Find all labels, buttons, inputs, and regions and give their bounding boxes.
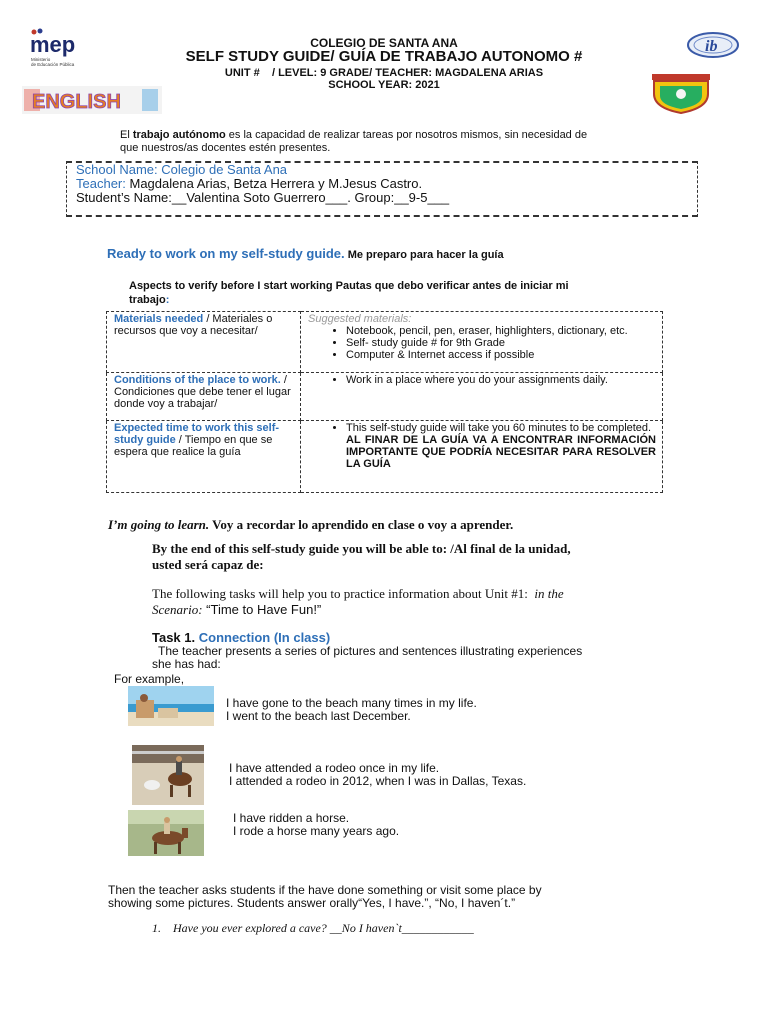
intro-paragraph: El trabajo autónomo es la capacidad de realizar tareas por nosotros mismos, sin necesidad de que nuestros/as docentes estén presentes.	[120, 129, 588, 154]
ready-heading: Ready to work on my self-study guide. Me preparo para hacer la guía	[107, 246, 504, 261]
svg-text:de Educación Pública: de Educación Pública	[31, 62, 75, 67]
example-beach-text: I have gone to the beach many times in my life. I went to the beach last December.	[226, 696, 477, 723]
teacher-line: Teacher: Magdalena Arias, Betza Herrera y M.Jesus Castro.	[76, 176, 423, 191]
list-item: • Work in a place where you do your assignments daily.	[346, 374, 656, 386]
aspects-text: Aspects to verify before I start working Pautas que debo verificar antes de iniciar mi trabajo:	[129, 280, 569, 306]
page-title: SELF STUDY GUIDE/ GUÍA DE TRABAJO AUTONOMO #	[185, 48, 583, 65]
horse-photo	[128, 810, 204, 856]
example-horse-text: I have ridden a horse. I rode a horse many years ago.	[233, 811, 400, 838]
school-name-line: School Name: Colegio de Santa Ana	[76, 162, 288, 177]
school-name-heading: COLEGIO DE SANTA ANA	[310, 36, 458, 50]
list-item: • Notebook, pencil, pen, eraser, highlighters, dictionary, etc.	[346, 325, 656, 337]
svg-text:ENGLISH: ENGLISH	[32, 91, 121, 113]
learn-heading: I’m going to learn. Voy a recordar lo aprendido en clase o voy a aprender.	[108, 517, 514, 532]
materials-table	[106, 311, 663, 493]
rodeo-photo	[132, 745, 204, 805]
school-year: SCHOOL YEAR: 2021	[328, 79, 440, 91]
for-example-label: For example,	[114, 672, 185, 686]
beach-photo	[128, 686, 214, 726]
svg-text:mep: mep	[30, 32, 76, 57]
list-item: • This self-study guide will take you 60 minutes to be completed. AL FINAR DE LA GUÍA VA A ENCONTRAR INFORMACIÓN IMPORTANTE QUE PODRÍA NECESITAR PARA RESOLVER LA GUÍA	[346, 422, 656, 470]
svg-text:Ministerio: Ministerio	[31, 57, 51, 62]
list-item: • Self- study guide # for 9th Grade	[346, 337, 656, 349]
table-row	[107, 421, 663, 493]
task1-description: The teacher presents a series of pictures and sentences illustrating experiences she has had:	[152, 644, 583, 671]
table-row	[107, 373, 663, 421]
conditions-content-cell	[301, 373, 663, 421]
unit-level-line: UNIT # / LEVEL: 9 GRADE/ TEACHER: MAGDALENA ARIAS	[224, 67, 544, 79]
materials-label-cell: Materials needed / Materiales o recursos que voy a necesitar/	[107, 312, 301, 373]
time-content-cell	[301, 421, 663, 493]
tasks-intro: The following tasks will help you to practice information about Unit #1: in the Scenario: “Time to Have Fun!”	[152, 586, 564, 617]
conditions-label-cell: Conditions of the place to work. / Condiciones que debe tener el lugar donde voy a trabajar/	[107, 373, 301, 421]
school-info-text	[76, 163, 449, 205]
task1-heading: Task 1. Connection (In class)	[152, 630, 331, 645]
example-rodeo-text: I have attended a rodeo once in my life. I attended a rodeo in 2012, when I was in Dallas, Texas.	[229, 761, 527, 788]
question-1: 1. Have you ever explored a cave? __No I haven`t____________	[152, 921, 474, 935]
svg-text:ib: ib	[705, 38, 718, 55]
teacher-asks-text: Then the teacher asks students if the have done something or visit some place by showing some pictures. Students answer orally“Yes, I have.”, “No, I haven´t.”	[108, 883, 542, 910]
time-label-cell: Expected time to work this self-study guide / Tiempo en que se espera que realice la guía	[107, 421, 301, 493]
materials-content-cell: Suggested materials: • Notebook, pencil, pen, eraser, highlighters, dictionary, etc. • Self- study guide # for 9th Grade • Computer & Internet access if possible	[301, 312, 663, 373]
table-row	[107, 312, 663, 373]
student-line: Student’s Name:__Valentina Soto Guerrero___. Group:__9-5___	[76, 190, 450, 205]
list-item: • Computer & Internet access if possible	[346, 349, 656, 361]
by-end-text: By the end of this self-study guide you will be able to: /Al final de la unidad, usted será capaz de:	[152, 541, 571, 572]
